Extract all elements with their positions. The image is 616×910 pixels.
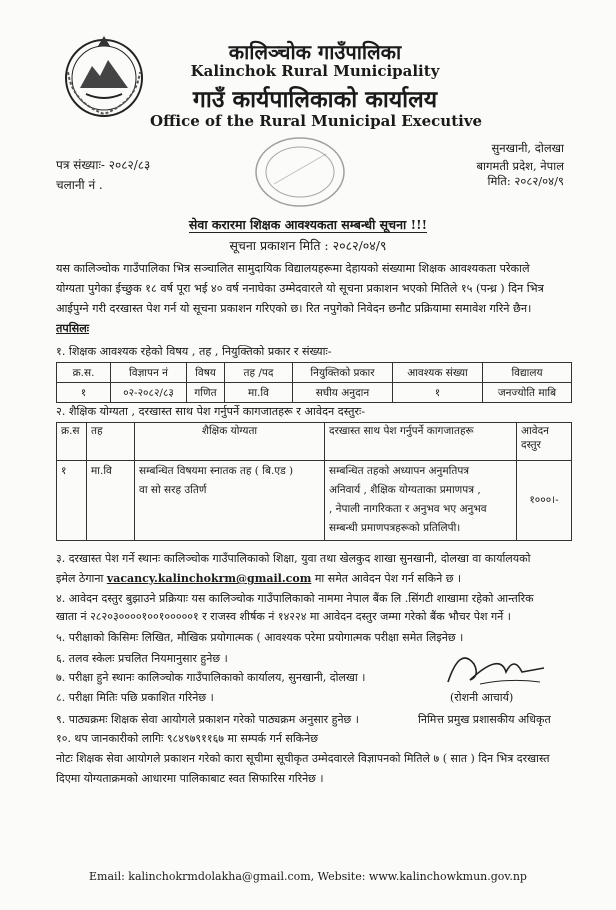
notice-subject: सेवा करारमा शिक्षक आवश्यकता सम्बन्धी सूचना !!! [188,217,428,232]
signatory-name: (रोशनी आचार्य) [450,691,514,704]
cell-fee [517,461,572,541]
col-fee [517,423,572,461]
col-documents [325,423,517,461]
municipality-name-en: Kalinchok Rural Municipality [190,62,440,80]
item8: ८. परीक्षा मितिः पछि प्रकाशित गरिनेछ । [56,691,214,704]
qualification-line2: वा सो सरह उतिर्ण [139,484,207,496]
qualification-line1: सम्बन्धित विषयमा स्नातक तह ( बि.एड ) [139,465,294,477]
item3-line2 [56,571,461,586]
signature-mark [440,642,550,690]
cell-ad-no: ०२-२०८२/८३ [111,383,187,403]
vacancy-email-link[interactable]: vacancy.kalinchokrm@gmail.com [106,572,312,585]
col-sn: क्र.स. [57,363,111,383]
address-line1: सुनखानी, दोलखा [491,141,564,155]
table-row [57,461,572,541]
cell-documents [325,461,517,541]
cell-subject: गणित [187,383,225,403]
cell-sn: १ [57,461,87,541]
item7: ७. परीक्षा हुने स्थानः कालिञ्चोक गाउँपालिकाको कार्यालय, सुनखानी, दोलखा । [56,671,366,684]
intro-paragraph-line1: यस कालिञ्चोक गाउँपालिका भित्र सञ्चालित सामुदायिक विद्यालयहरूमा देहायको संख्यामा शिक्षक आवश्यकता परेकाले [56,262,530,275]
item9: ९. पाठ्यक्रमः शिक्षक सेवा आयोगले प्रकाशन गरेको पाठ्यक्रम अनुसार हुनेछ । [56,713,359,726]
note-line2: दिएमा योग्यताक्रमको आधारमा पालिकाबाट स्वत सिफारिस गरिनेछ । [56,772,324,785]
office-name-np: गाउँ कार्यपालिकाको कार्यालय [192,86,438,113]
item4-line1: ४. आवेदन दस्तुर बुझाउने प्रक्रियाः यस कालिञ्चोक गाउँपालिकाको नाममा नेपाल बैंक लि .सिंगटी शाखामा रहेको आन्तरिक [56,592,534,605]
publish-date: सूचना प्रकाशन मिति : २०८२/०४/९ [229,238,387,253]
municipality-name-np: कालिञ्चोक गाउँपालिका [228,40,402,64]
col-appointment-type: नियुक्तिको प्रकार [293,363,393,383]
intro-paragraph-line3: आईपुग्ने गरी दरखास्त पेश गर्न यो सूचना प्रकाशन गरिएको छ। रित नपुगेको निवेदन छनौट प्रक्रियामा समावेश गरिने छैन। [56,302,532,315]
col-ad-no: विज्ञापन नं [111,363,187,383]
qualification-table [56,422,572,541]
col-level: तह [87,423,135,461]
details-label: तपसिलः [56,321,90,335]
item6: ६. तलव स्केलः प्रचलित नियमानुसार हुनेछ । [56,652,228,665]
col-level: तह /पद [225,363,293,383]
note-line1: नोटः शिक्षक सेवा आयोगले प्रकाशन गरेको कारा सूचीमा सूचीकृत उम्मेदवारले विज्ञापनको मितिले ७ ( सात ) दिन भित्र दरखास्त [56,752,550,765]
col-fee-label2: दस्तुर [521,439,541,451]
item4-line2: खाता नं २८२०३००००१००१०००००१ र राजस्व शीर्षक नं १४२२४ मा आवेदन दस्तुर जम्मा गरेको बैंक भौचर पेश गर्ने । [56,610,511,623]
col-fee-label1: आवेदन [521,425,549,437]
footer-contact: Email: kalinchokrmdolakha@gmail.com, Website: www.kalinchowkmun.gov.np [89,870,527,883]
documents-line1: सम्बन्धित तहको अध्यापन अनुमतिपत्र [329,465,470,477]
cell-level: मा.वि [225,383,293,403]
col-required-count: आवश्यक संख्या [393,363,483,383]
section2-title: २. शैक्षिक योग्यता , दरखास्त साथ पेश गर्नुपर्ने कागजातहरू र आवेदन दस्तुरः- [56,405,366,418]
letter-number: पत्र संख्याः- २०८२/८३ [56,158,151,172]
item5: ५. परीक्षाको किसिमः लिखित, मौखिक प्रयोगात्मक ( आवश्यक परेमा प्रयोगात्मक परीक्षा समेत लिइनेछ । [56,631,464,644]
item3-prefix: इमेल ठेगाना [56,572,107,585]
signatory-title: निमित्त प्रमुख प्रशासकीय अधिकृत [418,713,551,726]
office-stamp [250,132,350,212]
table-row [57,383,572,403]
documents-line4: सम्बन्धी प्रमाणपत्रहरूको प्रतिलिपी। [329,522,461,534]
section1-title: १. शिक्षक आवश्यक रहेको विषय , तह , नियुक्तिको प्रकार र संख्याः- [56,345,332,358]
fee-value: १०००।- [529,494,559,506]
col-documents-label: दरखास्त साथ पेश गर्नुपर्ने कागजातहरू [329,425,474,437]
documents-line3: , नेपाली नागरिकता र अनुभव भए अनुभव [329,503,487,515]
dispatch-number: चलानी नं . [56,178,103,192]
nepal-emblem-logo [58,32,150,120]
col-subject: विषय [187,363,225,383]
documents-line2: अनिवार्य , शैक्षिक योग्यताका प्रमाणपत्र , [329,484,481,496]
table-header-row [57,363,572,383]
col-school: विद्यालय [483,363,572,383]
office-name-en: Office of the Rural Municipal Executive [150,112,483,130]
cell-level: मा.वि [87,461,135,541]
intro-paragraph-line2: योग्यता पुगेका ईच्छुक १८ वर्ष पूरा भई ४० वर्ष ननाघेका उम्मेदवारले यो सूचना प्रकाशन भएको मितिले १५ (पन्ध्र ) दिन भित्र [56,282,544,295]
letter-date: मिति: २०८२/०४/९ [487,174,564,188]
address-line2: बागमती प्रदेश, नेपाल [476,159,564,173]
cell-sn: १ [57,383,111,403]
vacancy-table [56,362,572,403]
table-header-row [57,423,572,461]
item3-suffix: मा समेत आवेदन पेश गर्न सकिने छ । [311,572,462,585]
item3-line1: ३. दरखास्त पेश गर्ने स्थानः कालिञ्चोक गाउँपालिकाको शिक्षा, युवा तथा खेलकुद शाखा सुनखानी, दोलखा वा कार्यालयको [56,552,531,565]
col-sn: क्र.स [57,423,87,461]
item10: १०. थप जानकारीको लागिः ९८४९७९११६७ मा सम्पर्क गर्न सकिनेछ [56,732,318,745]
cell-qualification [135,461,325,541]
col-qualification: शैक्षिक योग्यता [135,423,325,461]
cell-appointment-type: सघीय अनुदान [293,383,393,403]
cell-required-count: १ [393,383,483,403]
cell-school: जनज्योति माबि [483,383,572,403]
